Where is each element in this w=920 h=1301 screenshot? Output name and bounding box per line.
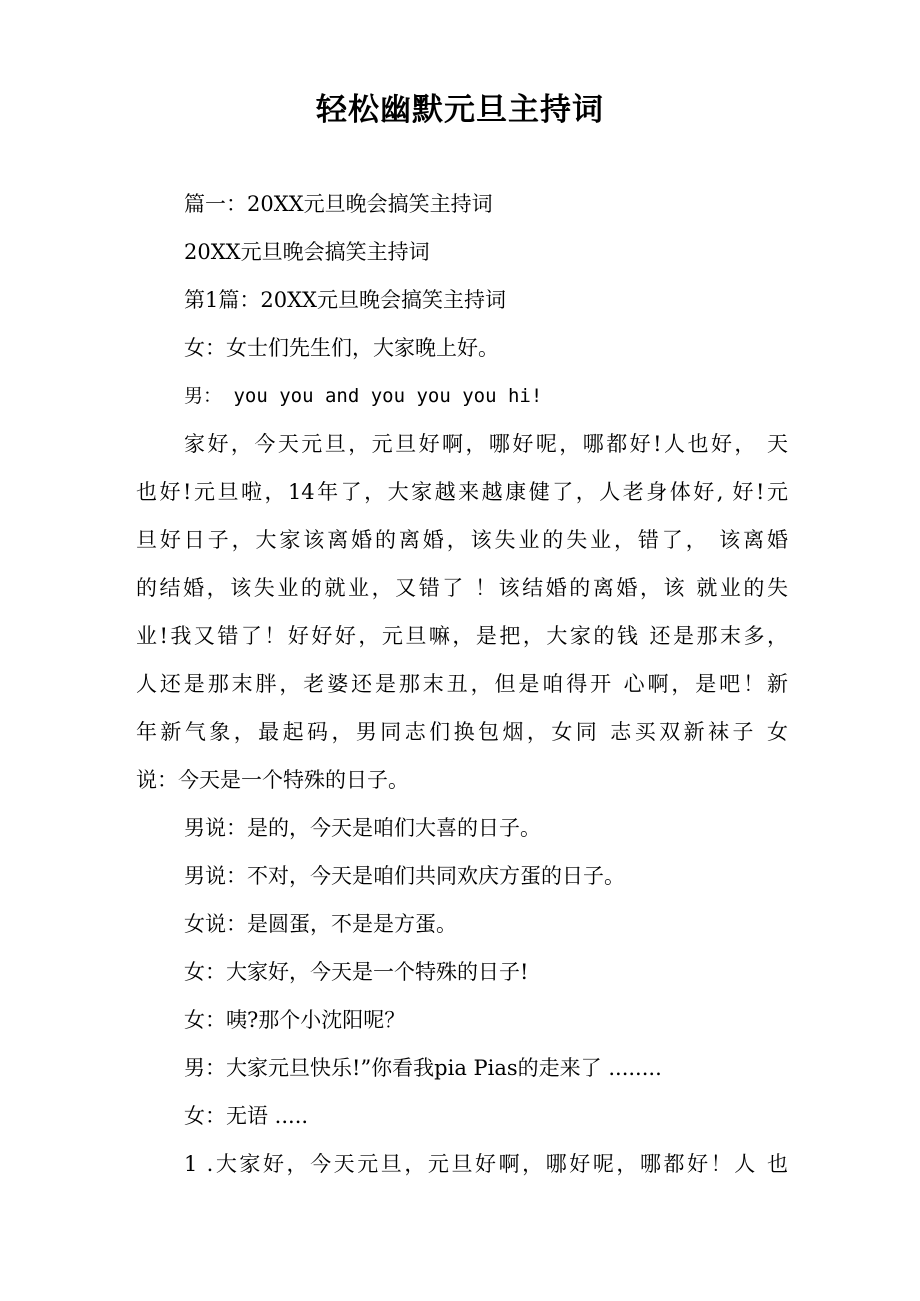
dialogue-line: 女：无语 ..... <box>184 1104 309 1128</box>
dialogue-line: 女：咦?那个小沈阳呢？ <box>184 1008 406 1032</box>
paragraph-line: 说：今天是一个特殊的日子。 <box>136 768 409 792</box>
paragraph-line: 旦好日子，大家该离婚的离婚，该失业的失业，错了， 该离婚 <box>136 528 788 552</box>
dialogue-line: 女：大家好，今天是一个特殊的日子! <box>184 960 529 984</box>
subtitle-line: 20XX元旦晚会搞笑主持词 <box>184 240 430 264</box>
dialogue-line: 男： you you and you you you hi! <box>184 385 543 407</box>
paragraph-line: 年新气象，最起码，男同志们换包烟，女同 志买双新袜子 女 <box>136 720 788 744</box>
dialogue-line: 女：女士们先生们，大家晚上好。 <box>184 336 499 360</box>
paragraph-line: 1 .大家好，今天元旦，元旦好啊，哪好呢，哪都好！人 也 <box>184 1152 788 1176</box>
document-body <box>136 180 788 1188</box>
paragraph-line: 人还是那末胖，老婆还是那末丑，但是咱得开 心啊，是吧！新 <box>136 672 788 696</box>
paragraph-line: 也好!元旦啦，14年了，大家越来越康健了，人老身体好, 好!元 <box>136 480 788 504</box>
dialogue-line: 男说：不对，今天是咱们共同欢庆方蛋的日子。 <box>184 864 625 888</box>
document-title: 轻松幽默元旦主持词 <box>316 92 604 128</box>
dialogue-line: 女说：是圆蛋，不是是方蛋。 <box>184 912 457 936</box>
dialogue-line: 男：大家元旦快乐!”你看我pia Pias的走来了 ........ <box>184 1056 662 1080</box>
subtitle-line: 第1篇：20XX元旦晚会搞笑主持词 <box>184 288 506 312</box>
paragraph-line: 业!我又错了！好好好，元旦嘛，是把，大家的钱 还是那末多， <box>136 624 788 648</box>
paragraph-line: 家好，今天元旦，元旦好啊，哪好呢，哪都好!人也好， 天 <box>184 432 788 456</box>
dialogue-line: 男说：是的，今天是咱们大喜的日子。 <box>184 816 541 840</box>
section-heading: 篇一：20XX元旦晚会搞笑主持词 <box>184 192 493 216</box>
paragraph-line: 的结婚，该失业的就业，又错了 ！该结婚的离婚，该 就业的失 <box>136 576 788 600</box>
